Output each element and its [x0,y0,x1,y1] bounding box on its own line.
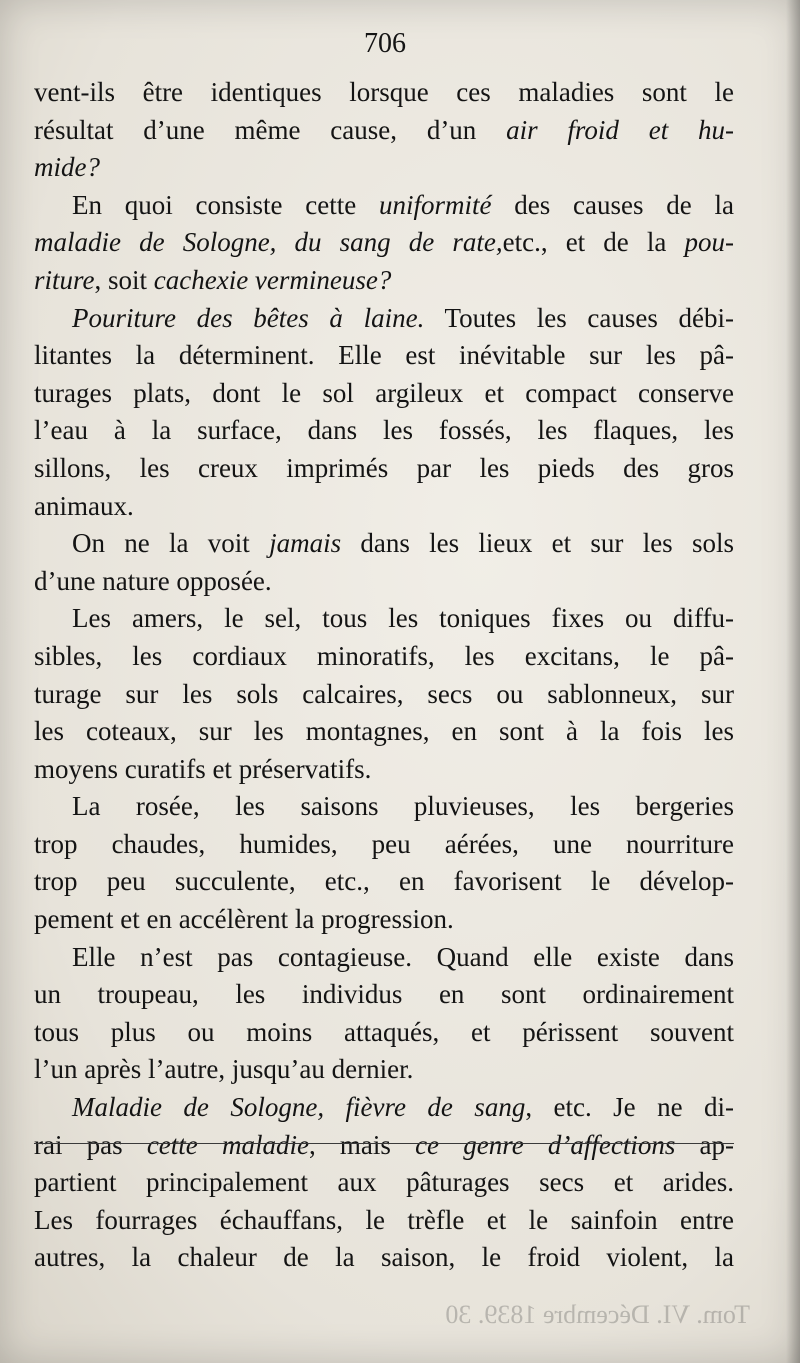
text-segment: etc., et de la [502,227,685,258]
footnote-rule [34,1143,734,1144]
text-line [34,826,734,864]
text-segment: Pouriture des bêtes à laine. [72,302,425,333]
text-segment: mide? [34,152,100,183]
text-line [34,450,734,488]
text-line [34,187,734,225]
text-line [34,751,734,789]
text-segment: jamais [269,528,342,559]
text-segment: , soit [94,264,154,295]
text-line [34,976,734,1014]
text-segment: Les fourrages échauffans, le trèfle et le sainfoin entre [34,1204,734,1235]
text-line [34,600,734,638]
text-segment: La rosée, les saisons pluvieuses, les bergeries [72,791,734,822]
text-segment: Maladie de Sologne, fièvre de sang [72,1092,526,1123]
text-segment: résultat d’une même cause, d’un [34,114,507,145]
text-segment: , etc. Je ne di- [525,1092,734,1123]
text-segment: animaux. [34,490,134,521]
text-line [34,337,734,375]
text-line [34,375,734,413]
text-line [34,939,734,977]
text-segment: Elle n’est pas contagieuse. Quand elle existe dans [72,941,734,972]
text-line [34,788,734,826]
text-segment: maladie de Sologne, du sang de rate, [34,227,503,258]
text-segment: rai pas [34,1129,147,1160]
text-line [34,300,734,338]
text-line [34,1164,734,1202]
text-line [34,1127,734,1165]
text-segment: sillons, les creux imprimés par les pieds des gros [34,452,734,483]
text-line [34,149,734,187]
page-number: 706 [364,28,406,59]
text-segment: dans les lieux et sur les sols [341,528,734,559]
text-segment: ap- [675,1129,734,1160]
text-line [34,1014,734,1052]
text-segment: vent-ils être identiques lorsque ces maladies sont le [34,77,734,107]
text-segment: trop peu succulente, etc., en favorisent le dévelop- [34,866,734,897]
text-segment: turage sur les sols calcaires, secs ou sablonneux, sur [34,678,734,709]
text-line [34,1089,734,1127]
text-segment: les coteaux, sur les montagnes, en sont à la fois les [34,716,734,747]
text-line [34,676,734,714]
bleed-through-text: Tom. VI. Décembre 1839. 30 [445,1300,750,1329]
text-line [34,1051,734,1089]
text-segment: En quoi consiste cette [72,189,379,220]
text-segment: litantes la déterminent. Elle est inévitable sur les pâ- [34,340,734,371]
page-edge-shadow [786,0,800,1363]
text-segment: air froid et hu- [506,114,734,145]
text-segment: Toutes les causes débi- [424,302,734,333]
text-segment: Les amers, le sel, tous les toniques fixes ou diffu- [72,603,734,634]
text-segment: ce genre d’affections [415,1129,676,1160]
text-segment: tous plus ou moins attaqués, et périssent souvent [34,1016,734,1047]
text-segment: l’un après l’autre, jusqu’au dernier. [34,1054,414,1085]
text-segment: l’eau à la surface, dans les fossés, les flaques, les [34,415,734,446]
text-segment: d’une nature opposée. [34,565,272,596]
text-segment: , mais [308,1129,416,1160]
text-segment: des causes de la [491,189,734,220]
text-segment: moyens curatifs et préservatifs. [34,753,372,784]
text-line [34,74,734,112]
text-segment: cette maladie [146,1129,309,1160]
text-line [34,713,734,751]
text-line [34,224,734,262]
text-segment: pou- [684,227,734,258]
text-segment: autres, la chaleur de la saison, le froid violent, la [34,1242,734,1273]
text-line [34,525,734,563]
text-segment: un troupeau, les individus en sont ordinairement [34,979,734,1010]
text-segment: trop chaudes, humides, peu aérées, une nourriture [34,828,734,859]
text-line [34,863,734,901]
text-segment: riture [34,264,95,295]
text-segment: uniformité [379,189,492,220]
text-segment: pement et en accélèrent la progression. [34,904,454,935]
text-line [34,638,734,676]
text-line [34,412,734,450]
text-segment: On ne la voit [72,528,270,559]
text-line [34,1239,734,1277]
text-segment: turages plats, dont le sol argileux et compact conserve [34,377,734,408]
text-segment: partient principalement aux pâturages secs et arides. [34,1167,734,1198]
text-line [34,488,734,526]
text-line [34,112,734,150]
text-line [34,901,734,939]
text-segment: sibles, les cordiaux minoratifs, les excitans, le pâ- [34,640,734,671]
text-line [34,563,734,601]
text-segment: cachexie vermineuse? [153,264,392,295]
text-line [34,1202,734,1240]
body-text [34,74,734,1277]
text-line [34,262,734,300]
